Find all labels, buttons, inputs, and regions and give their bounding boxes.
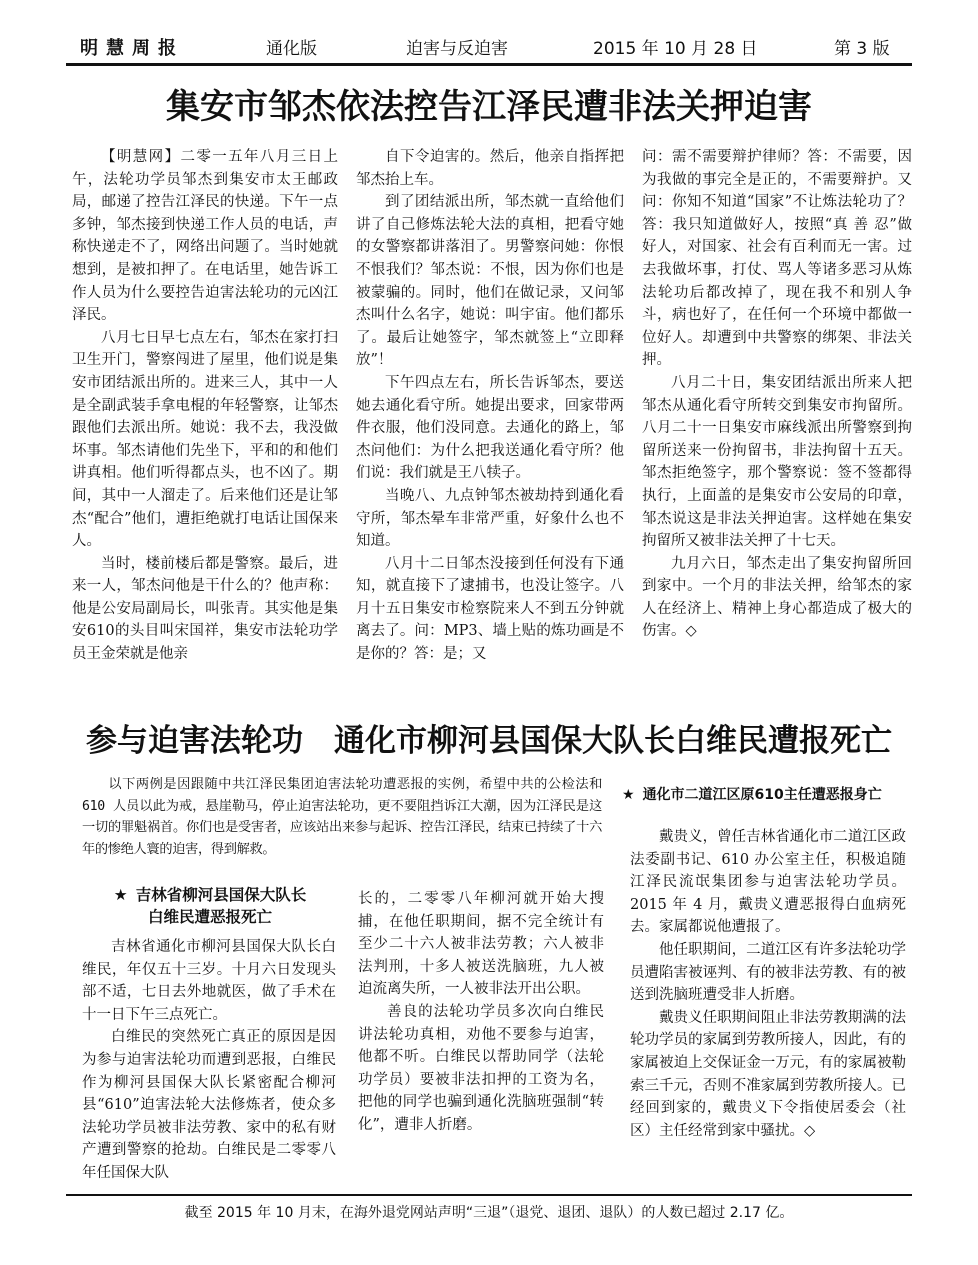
paragraph: 问：需不需要辩护律师？答：不需要，因为我做的事完全是正的，不需要辩护。又问：你知不知道“国家”不让炼法轮功了？答：我只知道做好人，按照“真 善 忍”做好人，对国家、社会有百利而无一害。过去我做坏事，打仗、骂人等诸多恶习从炼法轮功后都改掉了，现在我不和别人争斗，病也好了，在任何一个环境中都做一位好人。却遭到中共警察的绑架、非法关押。 [642, 149, 912, 369]
paragraph: 【明慧网】二零一五年八月三日上午，法轮功学员邹杰到集安市太王邮政局，邮递了控告江泽民的快递。下午一点多钟，邹杰接到快递工作人员的电话，声称快递走不了，网络出问题了。当时她就想到，是被扣押了。在电话里，她告诉工作人员为什么要控告迫害法轮功的元凶江泽民。 [72, 149, 338, 324]
subhead-line: 吉林省柳河县国保大队长 [135, 886, 307, 904]
paragraph: 长的，二零零八年柳河就开始大搜捕，在他任职期间，据不完全统计有至少二十六人被非法劳教；六人被非法判刑，十多人被送洗脑班，九人被迫流离失所，一人被非法开出公职。 [358, 891, 604, 998]
article1-column-2 [356, 146, 624, 666]
paragraph: 白维民的突然死亡真正的原因是因为参与迫害法轮功而遭到恶报，白维民作为柳河县国保大队长紧密配合柳河县“610”迫害法轮大法修炼者，使众多法轮功学员被非法劳教、家中的私有财产遭到警察的抢劫。白维民是二零零八年任国保大队 [82, 1029, 336, 1181]
paragraph: 当晚八、九点钟邹杰被劫持到通化看守所，邹杰晕车非常严重，好象什么也不知道。 [356, 487, 624, 550]
footer-rule [66, 1194, 912, 1196]
paragraph: 八月十二日邹杰没接到任何没有下通知，就直接下了逮捕书，也没让签字。八月十五日集安市检察院来人不到五分钟就离去了。问：MP3、墙上贴的炼功画是不是你的？答：是；又 [356, 555, 624, 663]
page-number: 第 3 版 [834, 39, 890, 59]
issue-date: 2015 年 10 月 28 日 [593, 39, 758, 59]
header-rule [66, 63, 912, 66]
paragraph: 到了团结派出所，邹杰就一直给他们讲了自己修炼法轮大法的真相，把看守她的女警察都讲落泪了。男警察问她：你恨不恨我们？邹杰说：不恨，因为你们也是被蒙骗的。同时，他们在做记录，又问邹杰叫什么名字，她说：叫宇宙。他们都乐了。最后让她签字，邹杰就签上“立即释放”！ [356, 194, 624, 369]
subhead-baiweimin [80, 884, 340, 928]
paragraph: 九月六日，邹杰走出了集安拘留所回到家中。一个月的非法关押，给邹杰的家人在经济上、精神上身心都造成了极大的伤害。◇ [642, 555, 912, 640]
article1-column-1 [72, 146, 338, 666]
subhead-line: 白维民遭恶报死亡 [147, 908, 272, 926]
article2-column-3 [630, 826, 906, 1142]
paragraph: 戴贵义，曾任吉林省通化市二道江区政法委副书记、610 办公室主任，积极追随江泽民流氓集团参与迫害法轮功学员。2015 年 4 月，戴贵义遭恶报得白血病死去。家属都说他遭报了。 [630, 829, 906, 936]
paragraph: 八月二十日，集安团结派出所来人把邹杰从通化看守所转交到集安市拘留所。八月二十一日集安市麻线派出所警察到拘留所送来一份拘留书，非法拘留十五天。邹杰拒绝签字，那个警察说：签不签都得执行，上面盖的是集安市公安局的印章，邹杰说这是非法关押迫害。这样她在集安拘留所又被非法关押了十七天。 [642, 374, 912, 550]
paragraph: 当时，楼前楼后都是警察。最后，进来一人，邹杰问他是干什么的？他声称：他是公安局副局长，叫张青。其实他是集安610的头目叫宋国祥，集安市法轮功学员王金荣就是他亲 [72, 555, 338, 663]
paragraph: 善良的法轮功学员多次向白维民讲法轮功真相，劝他不要参与迫害，他都不听。白维民以帮助同学（法轮功学员）要被非法扣押的工资为名，把他的同学也骗到通化洗脑班强制“转化”，遭非人折磨。 [358, 1003, 604, 1133]
article1-column-3 [642, 146, 912, 643]
footer-notice: 截至 2015 年 10 月末，在海外退党网站声明“三退”（退党、退团、退队）的人数已超过 2.17 亿。 [184, 1205, 794, 1221]
paragraph: 戴贵义任职期间阻止非法劳教期满的法轮功学员的家属到劳教所接人，因此，有的家属被迫上交保证金一万元，有的家属被勒索三千元，否则不准家属到劳教所接人。已经回到家的，戴贵义下令指使居委会（社区）主任经常到家中骚扰。◇ [630, 1009, 906, 1139]
paragraph: 他任职期间，二道江区有许多法轮功学员遭陷害被诬判、有的被非法劳教、有的被送到洗脑班遭受非人折磨。 [630, 941, 906, 1004]
paragraph: 自下令迫害的。然后，他亲自指挥把邹杰抬上车。 [356, 149, 624, 188]
page-header [66, 34, 912, 58]
article2-column-2 [358, 888, 604, 1137]
star-icon: ★ [113, 886, 128, 904]
star-icon: ★ [622, 787, 635, 803]
article2-intro [82, 774, 602, 860]
paragraph: 八月七日早七点左右，邹杰在家打扫卫生开门，警察闯进了屋里，他们说是集安市团结派出所的。进来三人，其中一人是全副武装手拿电棍的年轻警察，让邹杰跟他们去派出所。她说：我不去，我没做坏事。邹杰请他们先坐下，平和的和他们讲真相。他们听得都点头，也不凶了。期间，其中一人溜走了。后来他们还是让邹杰“配合”他们，遭拒绝就打电话让国保来人。 [72, 329, 338, 550]
article2-title: 参与迫害法轮功 通化市柳河县国保大队长白维民遭报死亡 [86, 723, 892, 759]
masthead: 明慧周报 [80, 38, 184, 59]
intro-paragraph: 以下两例是因跟随中共江泽民集团迫害法轮功遭恶报的实例，希望中共的公检法和 610 人员以此为戒，悬崖勒马，停止迫害法轮功，更不要阻挡诉江大潮，因为江泽民是这一切的罪魁祸首。你们也是受害者，应该站出来参与起诉、控告江泽民，结束已持续了十六年的惨绝人寰的迫害，得到解救。 [82, 777, 602, 857]
paragraph: 吉林省通化市柳河县国保大队长白维民，年仅五十三岁。十月六日发现头部不适，七日去外地就医，做了手术在十一日下午三点死亡。 [82, 939, 336, 1023]
subhead-daiguiyi [622, 784, 912, 806]
section-label: 迫害与反迫害 [406, 39, 508, 59]
article2-column-1 [82, 936, 336, 1185]
subhead-line: 通化市二道江区原610主任遭恶报身亡 [642, 787, 882, 803]
article1-title: 集安市邹杰依法控告江泽民遭非法关押迫害 [166, 87, 812, 127]
paragraph: 下午四点左右，所长告诉邹杰，要送她去通化看守所。她提出要求，回家带两件衣服，他们没同意。去通化的路上，邹杰问他们：为什么把我送通化看守所？他们说：我们就是王八犊子。 [356, 374, 624, 482]
edition-label: 通化版 [266, 39, 317, 59]
